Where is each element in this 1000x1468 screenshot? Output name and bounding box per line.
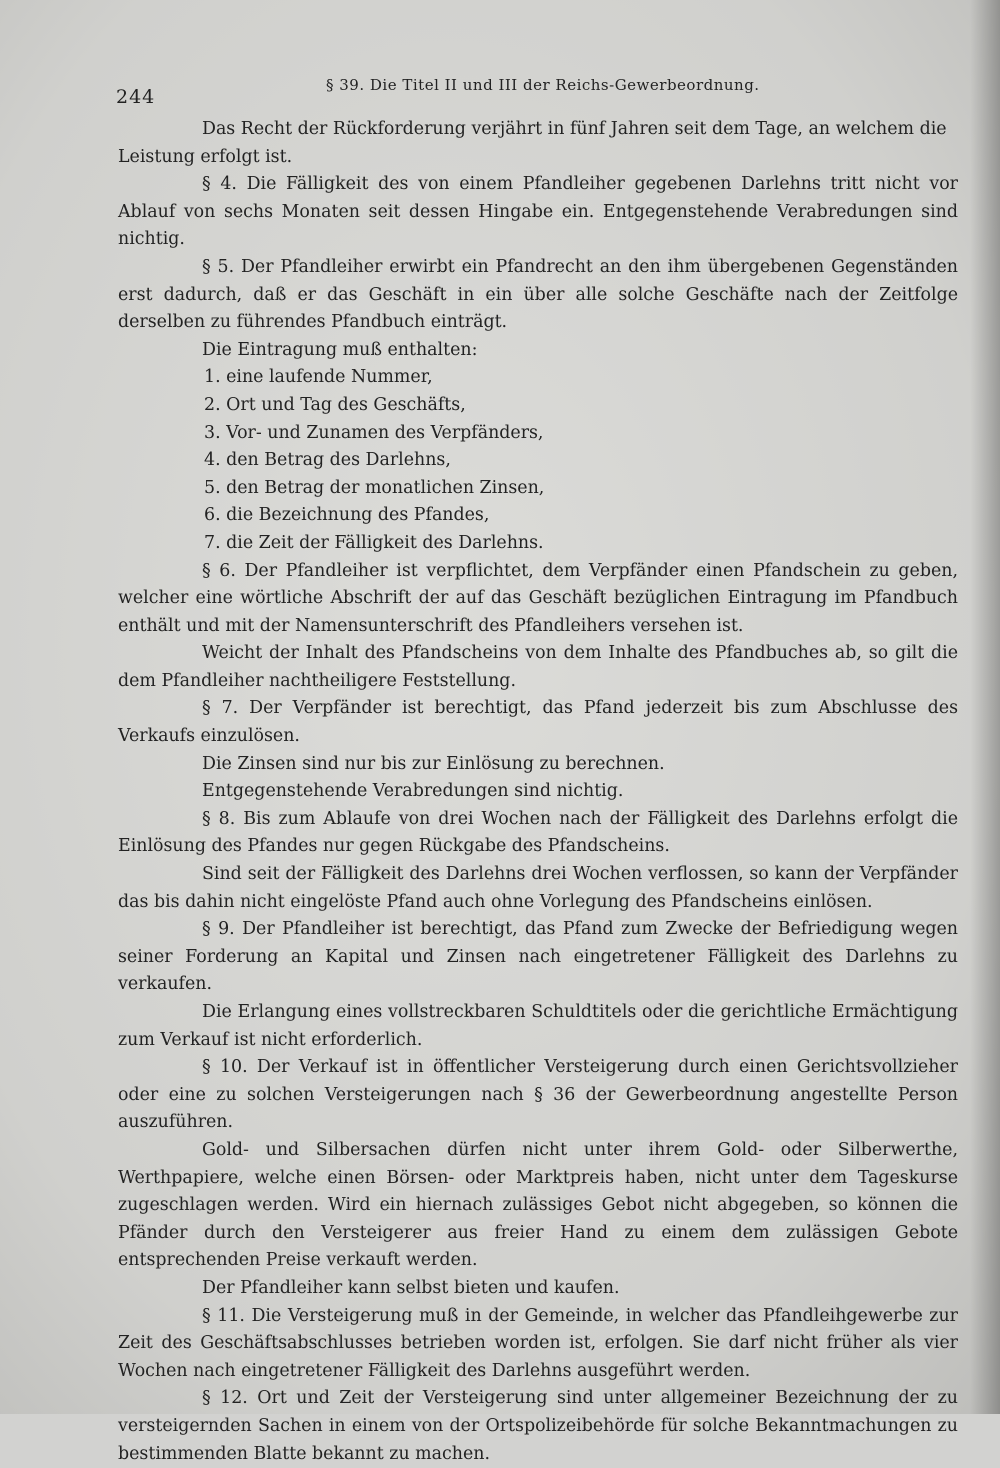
section-7-paragraph-3: Entgegenstehende Verabredungen sind nichtig. bbox=[202, 781, 624, 802]
list-item: 4. den Betrag des Darlehns, bbox=[204, 450, 451, 471]
section-8: § 8. Bis zum Ablaufe von drei Wochen nach der Fälligkeit des Darlehns erfolgt die Einlösung des Pfandes nur gegen Rückgabe des Pfandscheins. bbox=[118, 808, 958, 857]
section-12: § 12. Ort und Zeit der Versteigerung sind unter allgemeiner Bezeichnung der zu versteigernden Sachen in einem von der Ortspolizeibehörde für solche Bekanntmachungen zu bestimmenden Blatte bekannt zu machen. bbox=[118, 1388, 958, 1464]
list-item: 7. die Zeit der Fälligkeit des Darlehns. bbox=[204, 532, 544, 553]
list-item: 2. Ort und Tag des Geschäfts, bbox=[204, 394, 466, 415]
intro-paragraph: Das Recht der Rückforderung verjährt in fünf Jahren seit dem Tage, an welchem die Leistung erfolgt ist. bbox=[118, 119, 947, 167]
section-10-paragraph-3: Der Pfandleiher kann selbst bieten und kaufen. bbox=[202, 1277, 620, 1298]
list-item: 1. eine laufende Nummer, bbox=[204, 367, 433, 388]
list-item: 3. Vor- und Zunamen des Verpfänders, bbox=[204, 422, 544, 443]
section-6-paragraph-2: Weicht der Inhalt des Pfandscheins von dem Inhalte des Pfandbuches ab, so gilt die dem Pfandleiher nachtheiligere Feststellung. bbox=[118, 643, 958, 691]
page-header bbox=[116, 76, 876, 106]
entry-requirements-list bbox=[118, 364, 958, 557]
section-9: § 9. Der Pfandleiher ist berechtigt, das Pfand zum Zwecke der Befriedigung wegen seiner Forderung an Kapital und Zinsen nach eingetretener Fälligkeit des Darlehns zu verkaufen. bbox=[118, 919, 958, 995]
page-edge-shadow bbox=[970, 0, 1000, 1414]
section-4: § 4. Die Fälligkeit des von einem Pfandleiher gegebenen Darlehns tritt nicht vor Ablauf von sechs Monaten seit dessen Hingabe ein. Entgegenstehende Verabredungen sind nichtig. bbox=[118, 174, 958, 250]
list-item: 5. den Betrag der monatlichen Zinsen, bbox=[204, 477, 545, 498]
section-7-paragraph-2: Die Zinsen sind nur bis zur Einlösung zu berechnen. bbox=[202, 753, 665, 774]
section-5: § 5. Der Pfandleiher erwirbt ein Pfandrecht an den ihm übergebenen Gegenständen erst dadurch, daß er das Geschäft in ein über alle solche Geschäfte nach der Zeitfolge derselben zu führendes Pfandbuch einträgt. bbox=[118, 256, 958, 333]
page-number: 244 bbox=[116, 86, 156, 108]
section-6: § 6. Der Pfandleiher ist verpflichtet, dem Verpfänder einen Pfandschein zu geben, welcher eine wörtliche Abschrift der auf das Geschäft bezüglichen Eintragung im Pfandbuch enthält und mit der Namensunterschrift des Pfandleihers versehen ist. bbox=[118, 560, 958, 636]
section-5-list-intro: Die Eintragung muß enthalten: bbox=[202, 339, 478, 360]
section-8-paragraph-2: Sind seit der Fälligkeit des Darlehns drei Wochen verflossen, so kann der Verpfänder das bis dahin nicht eingelöste Pfand auch ohne Vorlegung des Pfandscheins einlösen. bbox=[118, 864, 958, 912]
section-11: § 11. Die Versteigerung muß in der Gemeinde, in welcher das Pfandleihgewerbe zur Zeit des Geschäftsabschlusses betrieben worden ist, erfolgen. Sie darf nicht früher als vier Wochen nach eingetretener Fälligkeit des Darlehns ausgeführt werden. bbox=[118, 1305, 958, 1381]
section-10: § 10. Der Verkauf ist in öffentlicher Versteigerung durch einen Gerichtsvollzieher oder eine zu solchen Versteigerungen nach § 36 der Gewerbeordnung angestellte Person auszuführen. bbox=[118, 1057, 958, 1133]
page-body bbox=[118, 116, 958, 1468]
running-title: § 39. Die Titel II und III der Reichs-Gewerbeordnung. bbox=[326, 76, 760, 94]
list-item: 6. die Bezeichnung des Pfandes, bbox=[204, 505, 490, 526]
section-7: § 7. Der Verpfänder ist berechtigt, das Pfand jederzeit bis zum Abschlusse des Verkaufs einzulösen. bbox=[118, 698, 958, 747]
section-9-paragraph-2: Die Erlangung eines vollstreckbaren Schuldtitels oder die gerichtliche Ermächtigung zum Verkauf ist nicht erforderlich. bbox=[118, 1002, 958, 1050]
section-10-paragraph-2: Gold- und Silbersachen dürfen nicht unter ihrem Gold- oder Silberwerthe, Werthpapiere, welche einen Börsen- oder Marktpreis haben, nicht unter dem Tageskurse zugeschlagen werden. Wird ein hiernach zulässiges Gebot nicht abgegeben, so können die Pfänder durch den Versteigerer aus freier Hand zu einem dem zulässigen Gebote entsprechenden Preise verkauft werden. bbox=[118, 1139, 958, 1271]
